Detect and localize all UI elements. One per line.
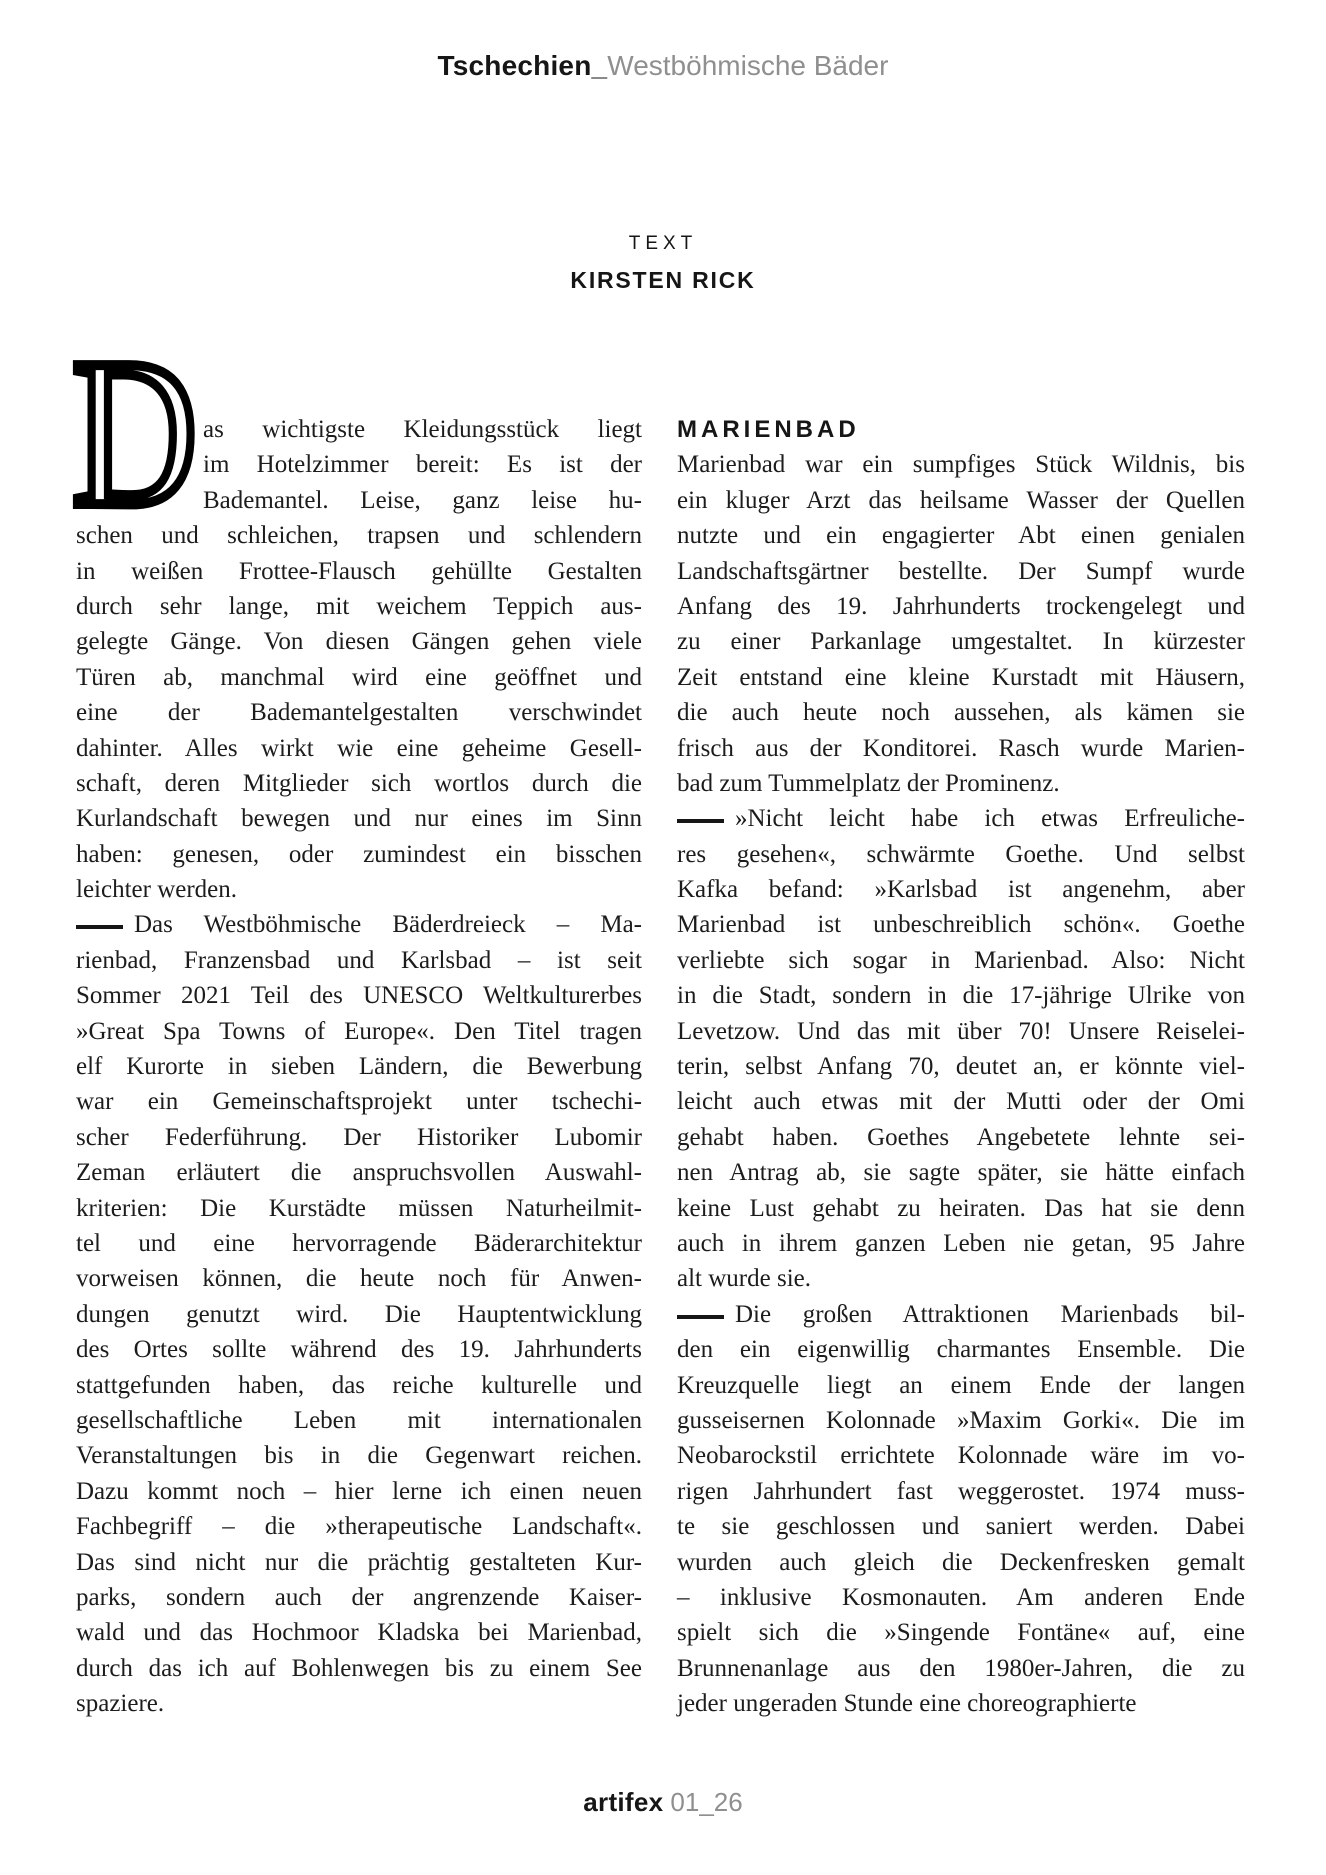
text-line: parks, sondern auch der angrenzende Kaiser- xyxy=(76,1583,642,1611)
text-line: spielt sich die »Singende Fontäne« auf, eine xyxy=(677,1619,1245,1647)
byline xyxy=(0,233,1326,294)
text-line: frisch aus der Konditorei. Rasch wurde Marien- xyxy=(677,734,1245,762)
text-line: terin, selbst Anfang 70, deutet an, er könnte viel- xyxy=(677,1053,1245,1081)
text-line: Zeit entstand eine kleine Kurstadt mit Häusern, xyxy=(677,663,1245,691)
text-line: war ein Gemeinschaftsprojekt unter tschechi- xyxy=(76,1088,642,1116)
byline-label: TEXT xyxy=(628,233,698,254)
text-line: Dazu kommt noch – hier lerne ich einen neuen xyxy=(76,1477,642,1505)
text-line: leicht auch etwas mit der Mutti oder der Omi xyxy=(677,1088,1245,1116)
text-line: durch sehr lange, mit weichem Teppich aus- xyxy=(76,592,642,620)
text-line xyxy=(76,907,642,942)
text-line: wald und das Hochmoor Kladska bei Marienbad, xyxy=(76,1619,642,1647)
text-line: leichter werden. xyxy=(76,876,238,904)
text-line: in die Stadt, sondern in die 17-jährige Ulrike von xyxy=(677,982,1245,1010)
paragraph-dash-rule xyxy=(677,819,724,823)
text-line: Marienbad ist unbeschreiblich schön«. Goethe xyxy=(677,911,1245,939)
text-line: elf Kurorte in sieben Ländern, die Bewerbung xyxy=(76,1053,642,1081)
text-line: Kafka befand: »Karlsbad ist angenehm, aber xyxy=(677,876,1245,904)
footer-issue-number: 01_26 xyxy=(670,1787,743,1817)
text-line: tel und eine hervorragende Bäderarchitektur xyxy=(76,1229,642,1257)
text-line: dungen genutzt wird. Die Hauptentwicklung xyxy=(76,1300,642,1328)
text-line: schen und schleichen, trapsen und schlendern xyxy=(76,522,642,550)
text-line: die auch heute noch aussehen, als kämen sie xyxy=(677,699,1245,727)
text-line: keine Lust gehabt zu heiraten. Das hat sie denn xyxy=(677,1194,1245,1222)
text-line: gesellschaftliche Leben mit internationalen xyxy=(76,1406,642,1434)
text-line: kriterien: Die Kurstädte müssen Naturheilmit- xyxy=(76,1194,642,1222)
drop-cap xyxy=(72,315,203,550)
text-line: rigen Jahrhundert fast weggerostet. 1974 muss- xyxy=(677,1477,1245,1505)
text-line: vorweisen können, die heute noch für Anwen- xyxy=(76,1265,642,1293)
text-line: alt wurde sie. xyxy=(677,1265,811,1293)
text-line: in weißen Frottee-Flausch gehüllte Gestalten xyxy=(76,557,642,585)
text-line: jeder ungeraden Stunde eine choreographierte xyxy=(677,1690,1137,1718)
text-line: Veranstaltungen bis in die Gegenwart reichen. xyxy=(76,1442,642,1470)
text-line: zu einer Parkanlage umgestaltet. In kürzester xyxy=(677,628,1245,656)
text-line-content: »Nicht leicht habe ich etwas Erfreuliche- xyxy=(735,805,1245,833)
text-line: gehabt haben. Goethes Angebetete lehnte sei- xyxy=(677,1123,1245,1151)
paragraph xyxy=(677,801,1245,1296)
text-line: Anfang des 19. Jahrhunderts trockengelegt und xyxy=(677,592,1245,620)
text-line: – inklusive Kosmonauten. Am anderen Ende xyxy=(677,1583,1245,1611)
paragraph xyxy=(76,907,642,1721)
right-column xyxy=(677,412,1245,1721)
text-line: nutzte und ein engagierter Abt einen genialen xyxy=(677,522,1245,550)
text-line: des Ortes sollte während des 19. Jahrhunderts xyxy=(76,1336,642,1364)
text-line: Landschaftsgärtner bestellte. Der Sumpf wurde xyxy=(677,557,1245,585)
text-line-content: Das Westböhmische Bäderdreieck – Ma- xyxy=(134,911,642,939)
byline-author: KIRSTEN RICK xyxy=(570,267,756,293)
paragraph xyxy=(677,1297,1245,1722)
text-line xyxy=(677,801,1245,836)
text-line: gelegte Gänge. Von diesen Gängen gehen viele xyxy=(76,628,642,656)
text-line: rienbad, Franzensbad und Karlsbad – ist seit xyxy=(76,946,642,974)
text-line: stattgefunden haben, das reiche kulturelle und xyxy=(76,1371,642,1399)
text-line: im Hotelzimmer bereit: Es ist der xyxy=(203,451,642,479)
text-line: scher Federführung. Der Historiker Lubomir xyxy=(76,1123,642,1151)
text-line: eine der Bademantelgestalten verschwindet xyxy=(76,699,642,727)
text-line: Brunnenanlage aus den 1980er-Jahren, die zu xyxy=(677,1654,1245,1682)
text-line xyxy=(677,1297,1245,1332)
text-line: schaft, deren Mitglieder sich wortlos durch die xyxy=(76,769,642,797)
text-line: wurden auch gleich die Deckenfresken gemalt xyxy=(677,1548,1245,1576)
text-line: haben: genesen, oder zumindest ein bisschen xyxy=(76,840,642,868)
paragraph xyxy=(677,447,1245,801)
text-line: as wichtigste Kleidungsstück liegt xyxy=(203,416,642,443)
text-line: nen Antrag ab, sie sagte später, sie hätte einfach xyxy=(677,1159,1245,1187)
text-line: Fachbegriff – die »therapeutische Landschaft«. xyxy=(76,1513,642,1541)
text-line: te sie geschlossen und saniert werden. Dabei xyxy=(677,1513,1245,1541)
text-line: Levetzow. Und das mit über 70! Unsere Reiselei- xyxy=(677,1017,1245,1045)
text-line: ein kluger Arzt das heilsame Wasser der Quellen xyxy=(677,486,1245,514)
text-line: verliebte sich sogar in Marienbad. Also: Nicht xyxy=(677,946,1245,974)
text-line-content: Die großen Attraktionen Marienbads bil- xyxy=(735,1300,1245,1328)
text-line: spaziere. xyxy=(76,1690,165,1718)
text-line: Marienbad war ein sumpfiges Stück Wildnis, bis xyxy=(677,451,1245,479)
text-line: Kurlandschaft bewegen und nur eines im Sinn xyxy=(76,805,642,833)
text-line: res gesehen«, schwärmte Goethe. Und selbst xyxy=(677,840,1245,868)
text-line: »Great Spa Towns of Europe«. Den Titel tragen xyxy=(76,1017,642,1045)
text-line: Neobarockstil errichtete Kolonnade wäre im vo- xyxy=(677,1442,1245,1470)
text-line: Sommer 2021 Teil des UNESCO Weltkulturerbes xyxy=(76,982,642,1010)
text-line: dahinter. Alles wirkt wie eine geheime Gesell- xyxy=(76,734,642,762)
text-line: durch das ich auf Bohlenwegen bis zu einem See xyxy=(76,1654,642,1682)
text-line: bad zum Tummelplatz der Prominenz. xyxy=(677,769,1060,797)
text-line: auch in ihrem ganzen Leben nie getan, 95 Jahre xyxy=(677,1229,1245,1257)
section-heading: MARIENBAD xyxy=(677,416,860,443)
text-line: gusseisernen Kolonnade »Maxim Gorki«. Die im xyxy=(677,1406,1245,1434)
paragraph-dash-rule xyxy=(76,925,123,929)
header-subtitle: Westböhmische Bäder xyxy=(607,50,889,81)
text-line: Das sind nicht nur die prächtig gestalteten Kur- xyxy=(76,1548,642,1576)
text-line: Kreuzquelle liegt an einem Ende der langen xyxy=(677,1371,1245,1399)
drop-cap-letter: D xyxy=(72,315,198,550)
text-line: Bademantel. Leise, ganz leise hu- xyxy=(203,486,642,514)
paragraph xyxy=(72,315,642,907)
running-header xyxy=(0,50,1326,82)
paragraph-dash-rule xyxy=(677,1315,724,1319)
text-line: den ein eigenwillig charmantes Ensemble. Die xyxy=(677,1336,1245,1364)
page-footer xyxy=(0,1787,1326,1818)
footer-magazine-name: artifex xyxy=(583,1787,664,1817)
text-line: Zeman erläutert die anspruchsvollen Auswahl- xyxy=(76,1159,642,1187)
text-line: Türen ab, manchmal wird eine geöffnet und xyxy=(76,663,642,691)
left-column xyxy=(72,315,642,1721)
header-section-title: Tschechien_ xyxy=(437,50,608,81)
